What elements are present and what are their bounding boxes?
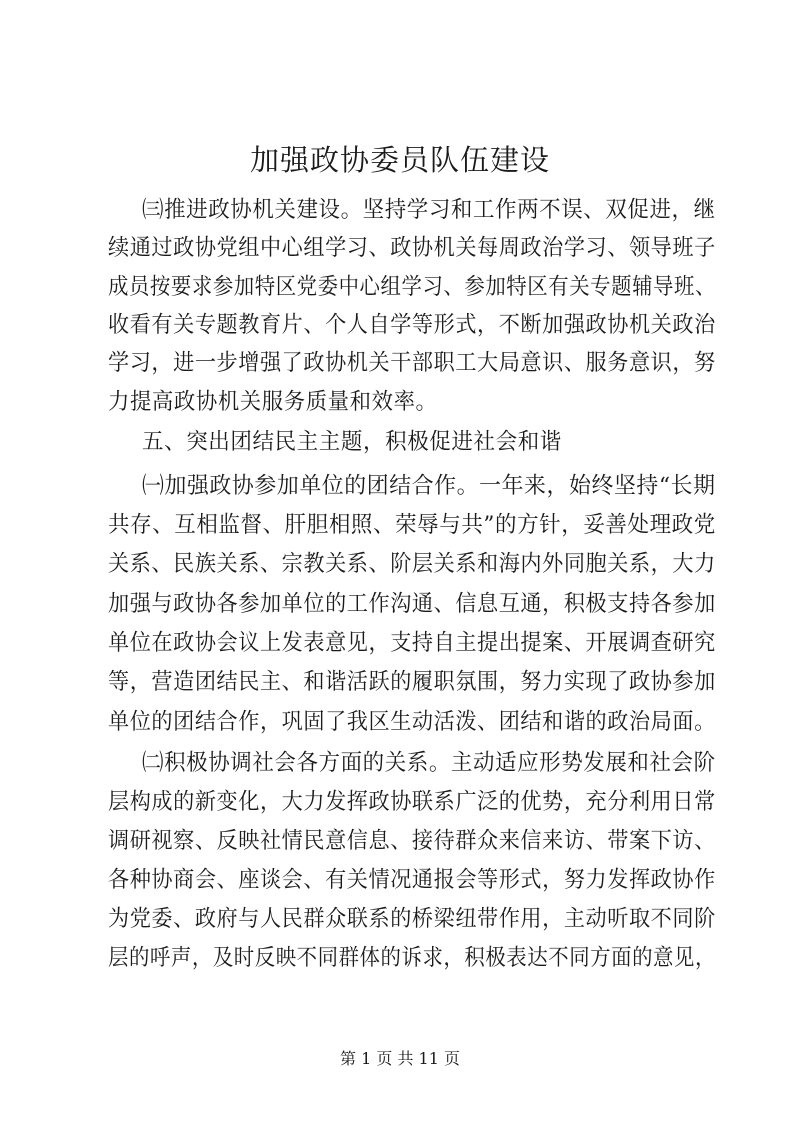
text-line: 等，营造团结民主、和谐活跃的履职氛围，努力实现了政协参加 bbox=[108, 669, 716, 695]
page-footer: 第 1 页 共 11 页 bbox=[340, 1049, 460, 1068]
text-line: ㈠加强政协参加单位的团结合作。一年来，始终坚持“长期 bbox=[142, 473, 716, 499]
text-line: 成员按要求参加特区党委中心组学习、参加特区有关专题辅导班、 bbox=[108, 274, 716, 300]
text-line: 各种协商会、座谈会、有关情况通报会等形式，努力发挥政协作 bbox=[108, 867, 716, 893]
text-line: 层构成的新变化，大力发挥政协联系广泛的优势，充分利用日常 bbox=[108, 789, 716, 815]
text-line: 共存、互相监督、肝胆相照、荣辱与共”的方针，妥善处理政党 bbox=[108, 512, 716, 538]
text-line: ㈡积极协调社会各方面的关系。主动适应形势发展和社会阶 bbox=[142, 750, 716, 776]
text-line: 为党委、政府与人民群众联系的桥梁纽带作用，主动听取不同阶 bbox=[108, 906, 716, 932]
text-line: 续通过政协党组中心组学习、政协机关每周政治学习、领导班子 bbox=[108, 235, 716, 261]
document-title: 加强政协委员队伍建设 bbox=[249, 143, 550, 177]
text-line: 单位在政协会议上发表意见，支持自主提出提案、开展调查研究 bbox=[108, 630, 716, 656]
text-line: 加强与政协各参加单位的工作沟通、信息互通，积极支持各参加 bbox=[108, 591, 716, 617]
text-line: 单位的团结合作，巩固了我区生动活泼、团结和谐的政治局面。 bbox=[108, 709, 716, 735]
text-line: 调研视察、反映社情民意信息、接待群众来信来访、带案下访、 bbox=[108, 828, 716, 854]
section-heading: 五、突出团结民主主题，积极促进社会和谐 bbox=[142, 429, 562, 455]
text-line: 力提高政协机关服务质量和效率。 bbox=[108, 389, 438, 415]
text-line: 收看有关专题教育片、个人自学等形式，不断加强政协机关政治 bbox=[108, 312, 716, 338]
text-line: 学习，进一步增强了政协机关干部职工大局意识、服务意识，努 bbox=[108, 350, 716, 376]
text-line: 层的呼声，及时反映不同群体的诉求，积极表达不同方面的意见， bbox=[108, 945, 716, 971]
text-line: 关系、民族关系、宗教关系、阶层关系和海内外同胞关系，大力 bbox=[108, 551, 716, 577]
text-line: ㈢推进政协机关建设。坚持学习和工作两不误、双促进，继 bbox=[142, 197, 716, 223]
